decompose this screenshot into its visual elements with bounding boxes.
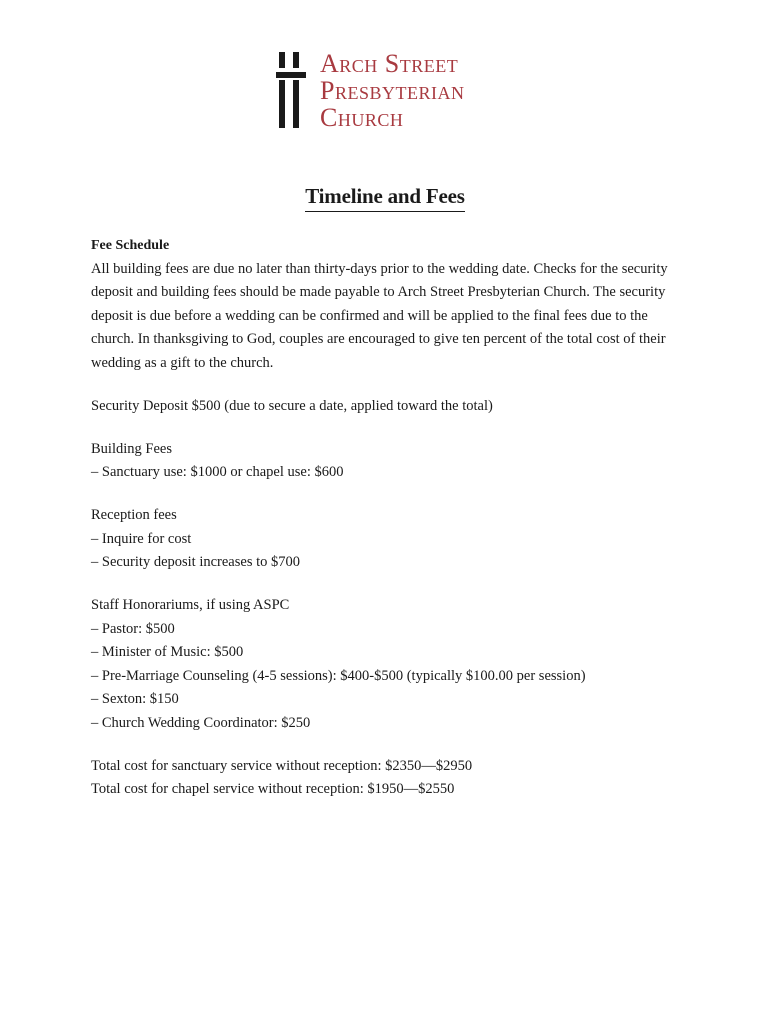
total-sanctuary: Total cost for sanctuary service without reception: $2350—$2950 (91, 757, 473, 774)
reception-fees-block (91, 504, 681, 575)
total-chapel: Total cost for chapel service without reception: $1950—$2550 (91, 781, 455, 797)
security-deposit-block (91, 395, 681, 419)
list-item: – Inquire for cost (91, 530, 192, 547)
church-name (320, 50, 464, 131)
list-item: – Church Wedding Coordinator: $250 (91, 714, 311, 731)
totals-block (91, 755, 681, 802)
logo-line-3: Church (320, 103, 404, 132)
reception-fees-heading: Reception fees (91, 507, 177, 523)
building-fees-block (91, 438, 681, 485)
document-body (91, 234, 681, 802)
list-item: – Pre-Marriage Counseling (4-5 sessions): $400-$500 (typically $100.00 per session) (91, 667, 586, 684)
list-item: – Minister of Music: $500 (91, 644, 244, 660)
list-item: – Sexton: $150 (91, 691, 179, 707)
list-item: – Sanctuary use: $1000 or chapel use: $600 (91, 464, 344, 480)
logo-line-1: Arch Street (320, 49, 459, 78)
cross-icon (276, 50, 306, 130)
staff-honorariums-block (91, 594, 681, 735)
building-fees-heading: Building Fees (91, 440, 172, 457)
list-item: – Pastor: $500 (91, 620, 175, 637)
fee-schedule-paragraph: All building fees are due no later than thirty-days prior to the wedding date. Checks for the security deposit and building fees should be made payable to Arch Street Presbyterian Church. The security deposit is due before a wedding can be confirmed and will be applied to the final fees due to the church. In thanksgiving to God, couples are encouraged to give ten percent of the total cost of their wedding as a gift to the church. (91, 260, 668, 371)
security-deposit-line: Security Deposit $500 (due to secure a date, applied toward the total) (91, 397, 493, 414)
church-logo (276, 50, 516, 130)
page-title: Timeline and Fees (305, 184, 465, 212)
logo-line-2: Presbyterian (320, 76, 465, 105)
list-item: – Security deposit increases to $700 (91, 554, 300, 570)
fee-schedule-heading: Fee Schedule (91, 238, 170, 253)
staff-honorariums-heading: Staff Honorariums, if using ASPC (91, 597, 290, 613)
